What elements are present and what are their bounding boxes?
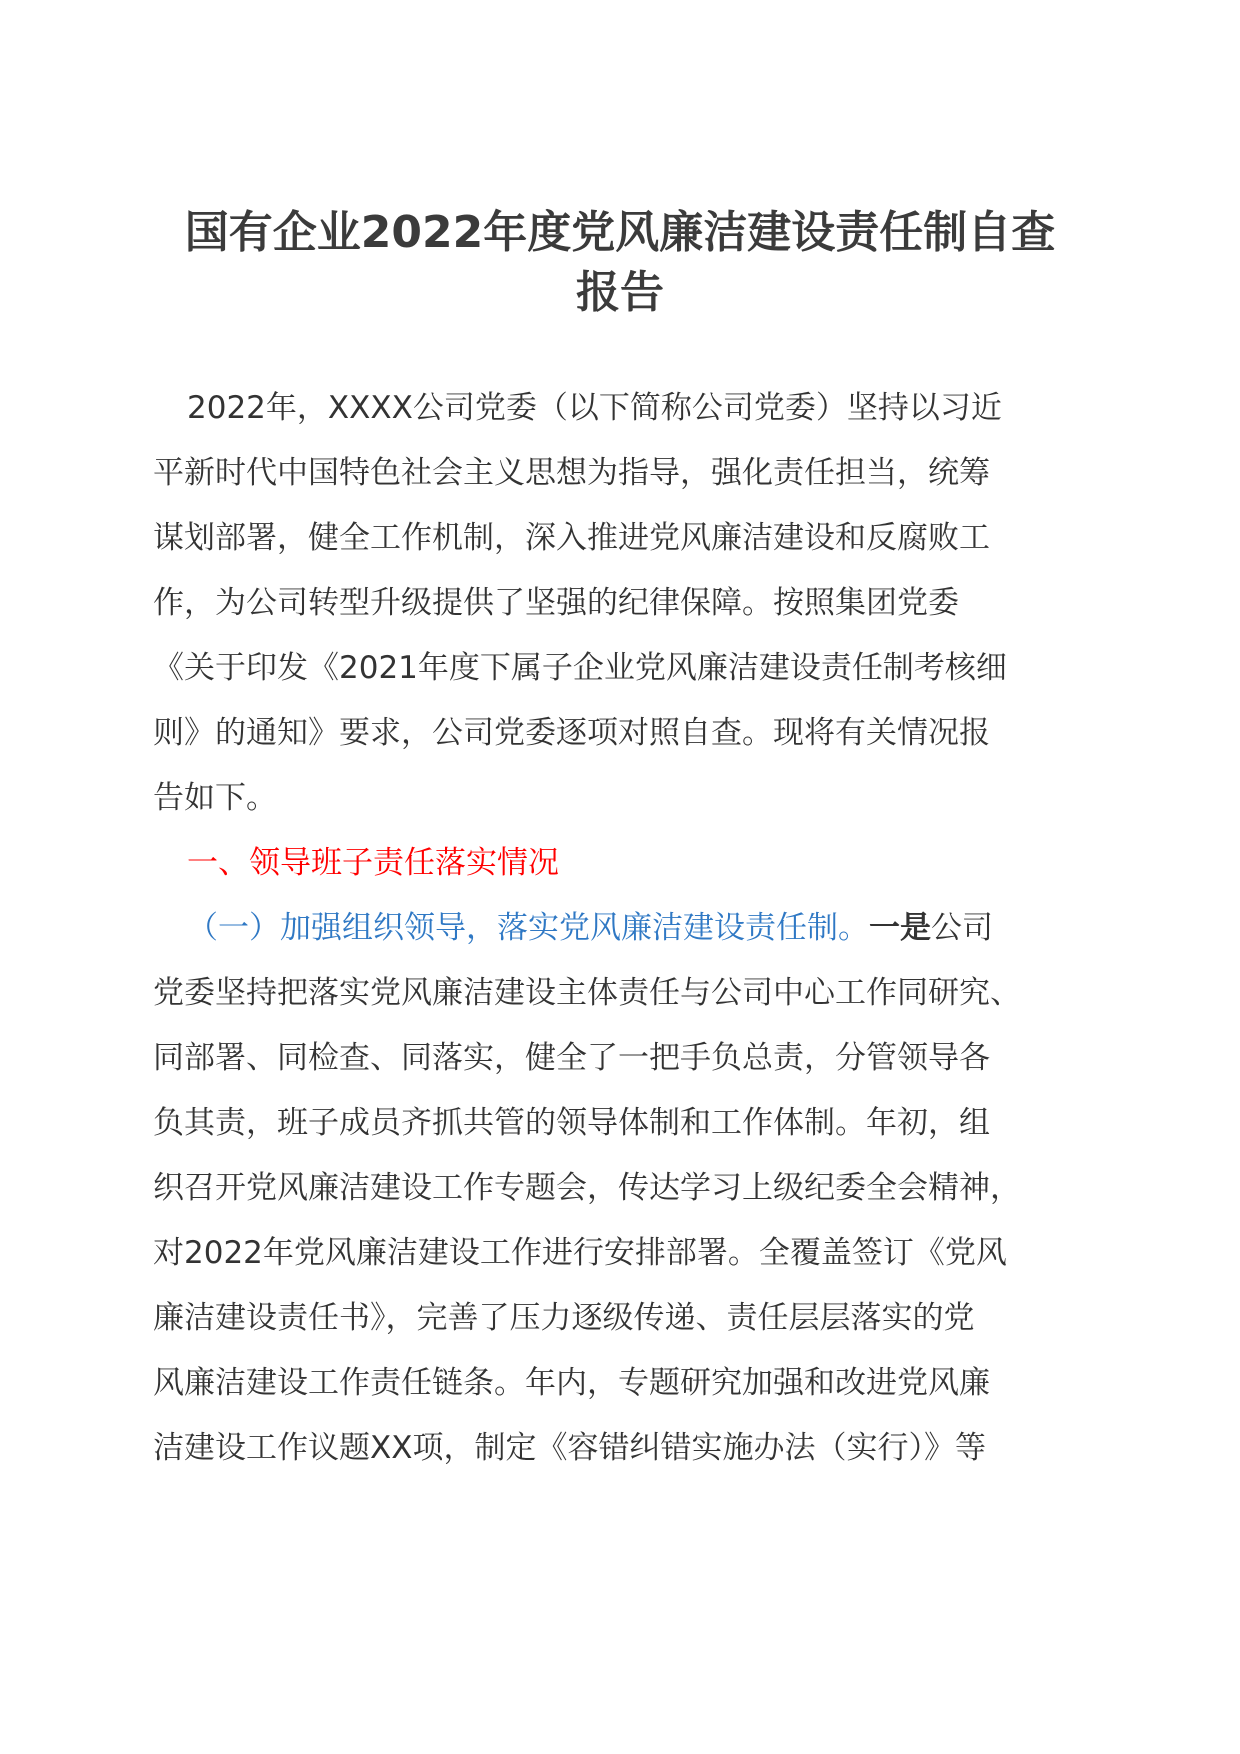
first-line-tail: 公司: [931, 910, 993, 946]
intro-line: 《关于印发《2021年度下属子企业党风廉洁建设责任制考核细: [153, 650, 1007, 686]
body-line: 织召开党风廉洁建设工作专题会，传达学习上级纪委全会精神，: [153, 1170, 1021, 1206]
intro-line: 告如下。: [153, 780, 277, 816]
bold-lead: 一是: [869, 910, 931, 946]
section-heading: 一、领导班子责任落实情况: [187, 845, 559, 881]
intro-paragraph: [153, 376, 1093, 831]
body-line: 对2022年党风廉洁建设工作进行安排部署。全覆盖签订《党风: [153, 1235, 1007, 1271]
body-line: 风廉洁建设工作责任链条。年内，专题研究加强和改进党风廉: [153, 1365, 990, 1401]
document-title: [150, 203, 1090, 323]
body-line: 洁建设工作议题XX项，制定《容错纠错实施办法（实行）》等: [153, 1430, 986, 1466]
body-line: 同部署、同检查、同落实，健全了一把手负总责，分管领导各: [153, 1040, 990, 1076]
body-line: 负其责，班子成员齐抓共管的领导体制和工作体制。年初，组: [153, 1105, 990, 1141]
subsection-heading: （一）加强组织领导，落实党风廉洁建设责任制。: [187, 910, 869, 946]
document-body: [153, 376, 1093, 1481]
intro-line: 平新时代中国特色社会主义思想为指导，强化责任担当，统筹: [153, 455, 990, 491]
title-line-1: 国有企业2022年度党风廉洁建设责任制自查: [184, 207, 1056, 258]
intro-line: 2022年，XXXX公司党委（以下简称公司党委）坚持以习近: [187, 390, 1002, 426]
title-line-2: 报告: [576, 267, 664, 318]
subsection-first-line: [153, 896, 1093, 961]
intro-line: 则》的通知》要求，公司党委逐项对照自查。现将有关情况报: [153, 715, 990, 751]
body-line: 廉洁建设责任书》，完善了压力逐级传递、责任层层落实的党: [153, 1300, 975, 1336]
body-line: 党委坚持把落实党风廉洁建设主体责任与公司中心工作同研究、: [153, 975, 1021, 1011]
section-1: [153, 831, 1093, 896]
intro-line: 谋划部署，健全工作机制，深入推进党风廉洁建设和反腐败工: [153, 520, 990, 556]
subsection-1-paragraph: [153, 896, 1093, 1481]
intro-line: 作，为公司转型升级提供了坚强的纪律保障。按照集团党委: [153, 585, 959, 621]
